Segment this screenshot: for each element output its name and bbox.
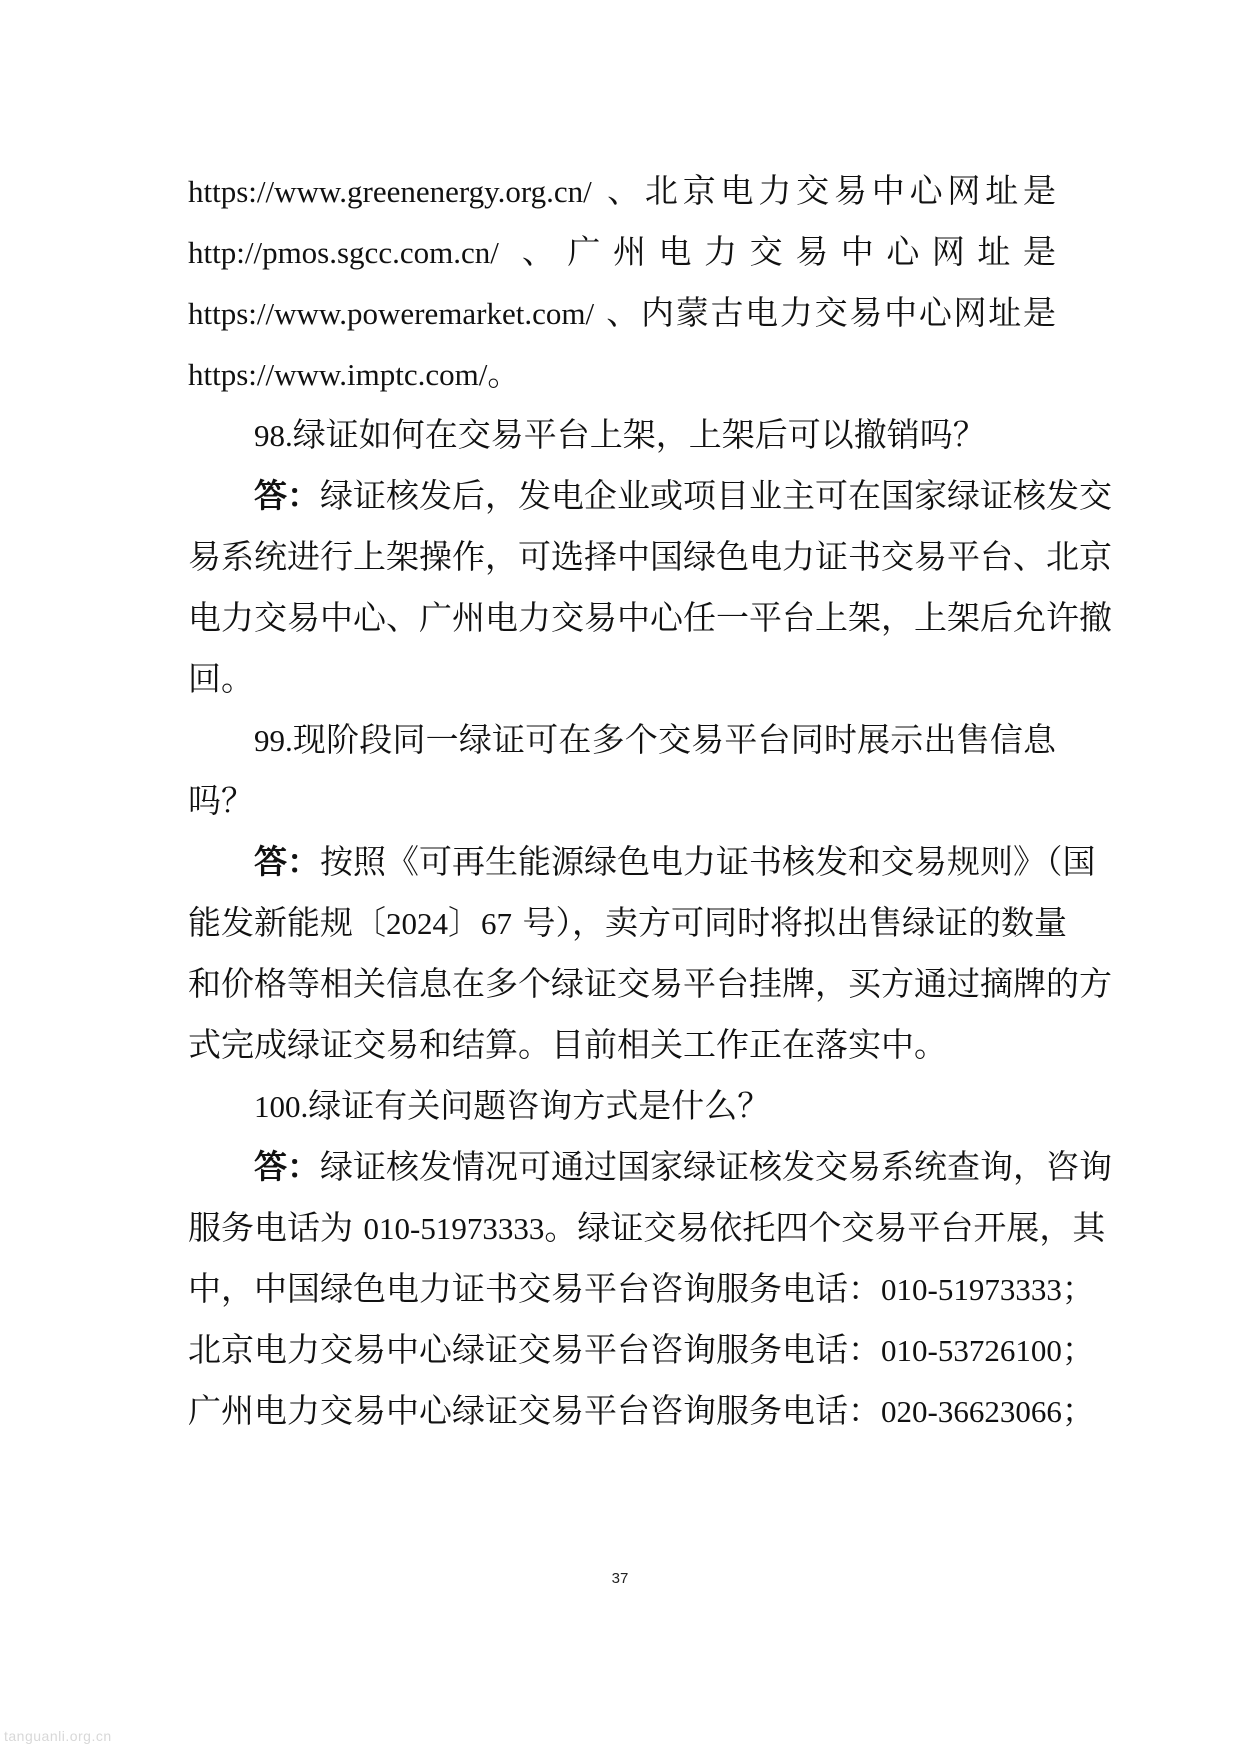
contact-phone-guangzhou: 020-36623066 [881,1394,1062,1429]
answer-98-line-2: 易系统进行上架操作，可选择中国绿色电力证书交易平台、北京 [188,537,1112,576]
answer-99-doc-year: 2024 [386,906,448,941]
answer-99-label: 答： [254,842,320,881]
answer-100-text-1: 绿证核发情况可通过国家绿证核发交易系统查询，咨询 [320,1147,1112,1186]
question-100-number: 100. [254,1089,309,1124]
answer-99-doc-number: 67 [481,906,512,941]
question-98-number: 98. [254,418,293,453]
url-line-3-text: 、内蒙古电力交易中心网址是 [606,293,1056,332]
url-line-4 [188,343,1056,404]
answer-100-line-2 [188,1197,1106,1258]
url-pmos[interactable]: http://pmos.sgcc.com.cn/ [188,235,499,270]
watermark: tanguanli.org.cn [4,1728,112,1744]
answer-100-text-2a: 服务电话为 [188,1208,364,1247]
answer-100-phone-1: 010-51973333 [363,1211,545,1246]
answer-99-line-3: 和价格等相关信息在多个绿证交易平台挂牌，买方通过摘牌的方 [188,964,1112,1003]
contact-label-beijing: 北京电力交易中心绿证交易平台咨询服务电话： [188,1330,881,1369]
contact-line-cgcep [188,1258,1095,1319]
url-greenenergy[interactable]: https://www.greenenergy.org.cn/ [188,174,592,209]
page-content [188,160,1112,1441]
answer-99-doc-bracket: 〕 [448,903,481,942]
answer-100-label: 答： [254,1147,320,1186]
url-poweremarket[interactable]: https://www.poweremarket.com/ [188,296,595,331]
contact-line-guangzhou [188,1380,1095,1441]
question-99-number: 99. [254,723,293,758]
contact-label-cgcep: 中，中国绿色电力证书交易平台咨询服务电话： [188,1269,881,1308]
answer-99-doc-prefix: 能发新能规〔 [188,903,386,942]
contact-label-guangzhou: 广州电力交易中心绿证交易平台咨询服务电话： [188,1391,881,1430]
answer-99-text-1: 按照《可再生能源绿色电力证书核发和交易规则》（国 [320,842,1096,881]
url-line-4-text: 。 [487,354,521,393]
answer-98-line-1 [188,465,1112,526]
answer-98-text-1: 绿证核发后，发电企业或项目业主可在国家绿证核发交 [320,476,1112,515]
contact-end-cgcep: ； [1061,1269,1095,1308]
question-98 [188,404,1056,465]
answer-99-text-2: 号），卖方可同时将拟出售绿证的数量 [512,903,1067,942]
answer-99-line-2 [188,892,1067,953]
question-99-line-1 [188,709,1056,770]
page-number: 37 [611,1570,629,1587]
question-99-text-1: 现阶段同一绿证可在多个交易平台同时展示出售信息 [292,720,1056,759]
answer-99-line-4: 式完成绿证交易和结算。目前相关工作正在落实中。 [188,1025,947,1064]
answer-100-text-2b: 。绿证交易依托四个交易平台开展，其 [544,1208,1106,1247]
contact-end-beijing: ； [1061,1330,1095,1369]
url-imptc[interactable]: https://www.imptc.com/ [188,357,488,392]
answer-100-line-1 [188,1136,1112,1197]
url-line-3 [188,282,1056,343]
url-line-2 [188,221,1056,282]
answer-98-label: 答： [254,476,320,515]
answer-98-line-3: 电力交易中心、广州电力交易中心任一平台上架，上架后允许撤 [188,598,1112,637]
question-100 [188,1075,1056,1136]
answer-98-line-4: 回。 [188,659,254,698]
answer-99-line-1 [188,831,1096,892]
question-98-text: 绿证如何在交易平台上架，上架后可以撤销吗？ [292,415,986,454]
contact-phone-cgcep: 010-51973333 [881,1272,1062,1307]
contact-end-guangzhou: ； [1061,1391,1095,1430]
question-100-text: 绿证有关问题咨询方式是什么？ [308,1086,771,1125]
url-line-1-text: 、北京电力交易中心网址是 [607,171,1057,210]
url-line-2-text: 、广州电力交易中心网址是 [521,232,1056,271]
contact-phone-beijing: 010-53726100 [881,1333,1062,1368]
url-line-1 [188,160,1056,221]
contact-line-beijing [188,1319,1095,1380]
question-99-line-2: 吗？ [188,781,254,820]
